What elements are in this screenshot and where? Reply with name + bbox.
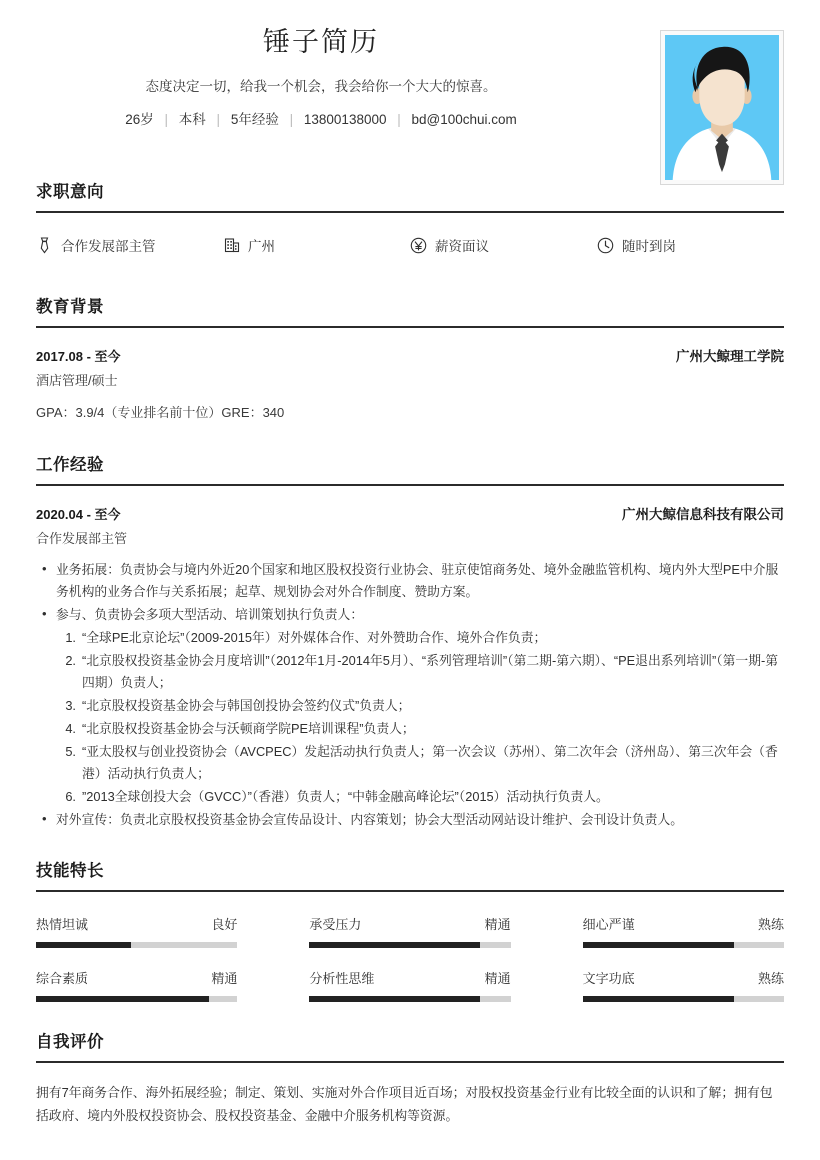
list-item-text: ”2013全球创投大会（GVCC）”（香港）负责人；“中韩金融高峰论坛”（2015）活动执行负责人。 <box>82 789 609 804</box>
skill-head <box>36 968 237 987</box>
intent-item-salary <box>410 235 597 255</box>
skill-progress-bar <box>309 996 510 1002</box>
skill-name: 文字功底 <box>582 971 635 986</box>
skill-progress-bar <box>36 996 237 1002</box>
skill-progress-fill <box>36 942 131 948</box>
intent-availability-label: 随时到岗 <box>622 239 676 254</box>
list-item-number: 5. <box>65 744 76 759</box>
skill-head <box>309 968 510 987</box>
skill-name: 细心严谨 <box>582 917 635 932</box>
education-major: 酒店管理/硕士 <box>36 373 118 388</box>
list-item-text: “亚太股权与创业投资协会（AVCPEC）发起活动执行负责人；第一次会议（苏州）、第二次年会（济州岛）、第三次年会（香港）活动执行负责人； <box>82 744 778 781</box>
skill-level: 熟练 <box>757 917 784 932</box>
skill-item <box>309 968 510 1002</box>
avatar-image <box>665 35 779 180</box>
list-item-text: “全球PE北京论坛”（2009-2015年）对外媒体合作、对外赞助合作、境外合作负责； <box>82 630 547 645</box>
work-entry-head <box>36 503 784 523</box>
section-skills <box>36 857 784 1002</box>
section-divider <box>36 1061 784 1063</box>
section-divider <box>36 484 784 486</box>
list-item <box>56 695 784 717</box>
section-education <box>36 293 784 421</box>
skill-level: 良好 <box>211 917 238 932</box>
necktie-icon <box>36 237 53 254</box>
skill-head <box>583 914 784 933</box>
skill-name: 分析性思维 <box>309 971 375 986</box>
meta-phone: 13800138000 <box>303 112 387 127</box>
list-item <box>56 718 784 740</box>
contact-meta-line <box>36 109 606 131</box>
list-item-number: 2. <box>65 653 76 668</box>
list-item-text: “北京股权投资基金协会月度培训”（2012年1月-2014年5月）、“系列管理培训”（第二期-第六期）、“PE退出系列培训”（第一期-第四期）负责人； <box>82 653 779 690</box>
list-item: • 业务拓展：负责协会与境内外近20个国家和地区股权投资行业协会、驻京使馆商务处、境外金融监管机构、境内外大型PE中介服务机构的业务合作与关系拓展；起草、规划协会对外合作制度、赞助方案。 <box>36 559 784 603</box>
section-job-intent <box>36 178 784 263</box>
intent-salary-label: 薪资面议 <box>435 239 489 254</box>
work-numbered-list <box>36 627 784 808</box>
skill-level: 精通 <box>484 971 511 986</box>
header-text-block <box>36 22 636 131</box>
section-work-experience <box>36 451 784 831</box>
section-title-job-intent: 求职意向 <box>36 183 104 201</box>
skill-head <box>36 914 237 933</box>
intent-item-position <box>36 235 223 255</box>
work-entry <box>36 503 784 831</box>
skill-progress-fill <box>309 942 480 948</box>
section-title-education: 教育背景 <box>36 298 104 316</box>
job-intent-row <box>36 235 784 263</box>
list-item: • 对外宣传：负责北京股权投资基金协会宣传品设计、内容策划；协会大型活动网站设计维护、会刊设计负责人。 <box>36 809 784 831</box>
list-item-number: 3. <box>65 698 76 713</box>
intent-item-city <box>223 235 410 255</box>
building-icon <box>223 237 240 254</box>
list-item-text: “北京股权投资基金协会与沃顿商学院PE培训课程”负责人； <box>82 721 415 736</box>
intent-item-availability <box>597 235 784 255</box>
education-entry <box>36 345 784 421</box>
skill-progress-bar <box>309 942 510 948</box>
list-item-number: 1. <box>65 630 76 645</box>
list-item-text: “北京股权投资基金协会与韩国创投协会签约仪式”负责人； <box>82 698 411 713</box>
education-entry-head <box>36 345 784 365</box>
meta-separator: | <box>216 112 221 127</box>
skill-progress-fill <box>36 996 209 1002</box>
list-item <box>56 786 784 808</box>
section-divider <box>36 211 784 213</box>
meta-separator: | <box>164 112 169 127</box>
section-title-evaluation: 自我评价 <box>36 1033 104 1051</box>
page-title: 锤子简历 <box>263 27 379 57</box>
meta-separator: | <box>397 112 401 127</box>
skill-item <box>36 968 237 1002</box>
tagline: 态度决定一切，给我一个机会，我会给你一个大大的惊喜。 <box>145 79 497 94</box>
section-divider <box>36 890 784 892</box>
resume-header <box>36 0 784 172</box>
list-item <box>56 741 784 785</box>
skill-item <box>583 968 784 1002</box>
education-extra: GPA：3.9/4（专业排名前十位）GRE：340 <box>36 405 285 420</box>
section-divider <box>36 326 784 328</box>
intent-city-label: 广州 <box>248 239 275 254</box>
skills-grid <box>36 914 784 1002</box>
skill-level: 精通 <box>484 917 511 932</box>
skill-head <box>583 968 784 987</box>
work-bullet-list <box>36 559 784 831</box>
intent-position-label: 合作发展部主管 <box>61 239 156 254</box>
list-item-number: 6. <box>65 789 76 804</box>
meta-age: 26岁 <box>125 112 154 127</box>
education-period: 2017.08 - 至今 <box>36 349 121 364</box>
skill-level: 熟练 <box>757 971 784 986</box>
section-title-skills: 技能特长 <box>36 862 104 880</box>
list-item <box>56 650 784 694</box>
skill-item <box>36 914 237 948</box>
skill-progress-fill <box>309 996 480 1002</box>
meta-experience: 5年经验 <box>230 112 279 127</box>
skill-progress-bar <box>583 996 784 1002</box>
skill-level: 精通 <box>211 971 238 986</box>
meta-email: bd@100chui.com <box>411 112 517 127</box>
work-company: 广州大鲸信息科技有限公司 <box>622 507 784 522</box>
skill-item <box>583 914 784 948</box>
work-period: 2020.04 - 至今 <box>36 507 121 522</box>
skill-progress-fill <box>583 942 734 948</box>
work-role: 合作发展部主管 <box>36 531 128 546</box>
skill-progress-bar <box>583 942 784 948</box>
skill-name: 热情坦诚 <box>36 917 89 932</box>
education-school: 广州大鲸理工学院 <box>676 349 784 364</box>
avatar <box>660 30 784 185</box>
evaluation-text: 拥有7年商务合作、海外拓展经验；制定、策划、实施对外合作项目近百场；对股权投资基金行业有比较全面的认识和了解；拥有包括政府、境内外股权投资协会、股权投资基金、金融中介服务机构等资源。 <box>36 1085 773 1123</box>
person-avatar-icon <box>665 35 779 180</box>
skill-head <box>309 914 510 933</box>
section-title-work: 工作经验 <box>36 456 104 474</box>
list-item <box>56 627 784 649</box>
skill-progress-bar <box>36 942 237 948</box>
section-self-evaluation <box>36 1028 784 1127</box>
skill-progress-fill <box>583 996 734 1002</box>
list-item: • 参与、负责协会多项大型活动、培训策划执行负责人： <box>36 604 784 626</box>
meta-separator: | <box>289 112 294 127</box>
skill-name: 承受压力 <box>309 917 362 932</box>
list-item-number: 4. <box>65 721 76 736</box>
yuan-circle-icon <box>410 237 427 254</box>
clock-icon <box>597 237 614 254</box>
skill-item <box>309 914 510 948</box>
meta-education: 本科 <box>178 112 206 127</box>
skill-name: 综合素质 <box>36 971 89 986</box>
